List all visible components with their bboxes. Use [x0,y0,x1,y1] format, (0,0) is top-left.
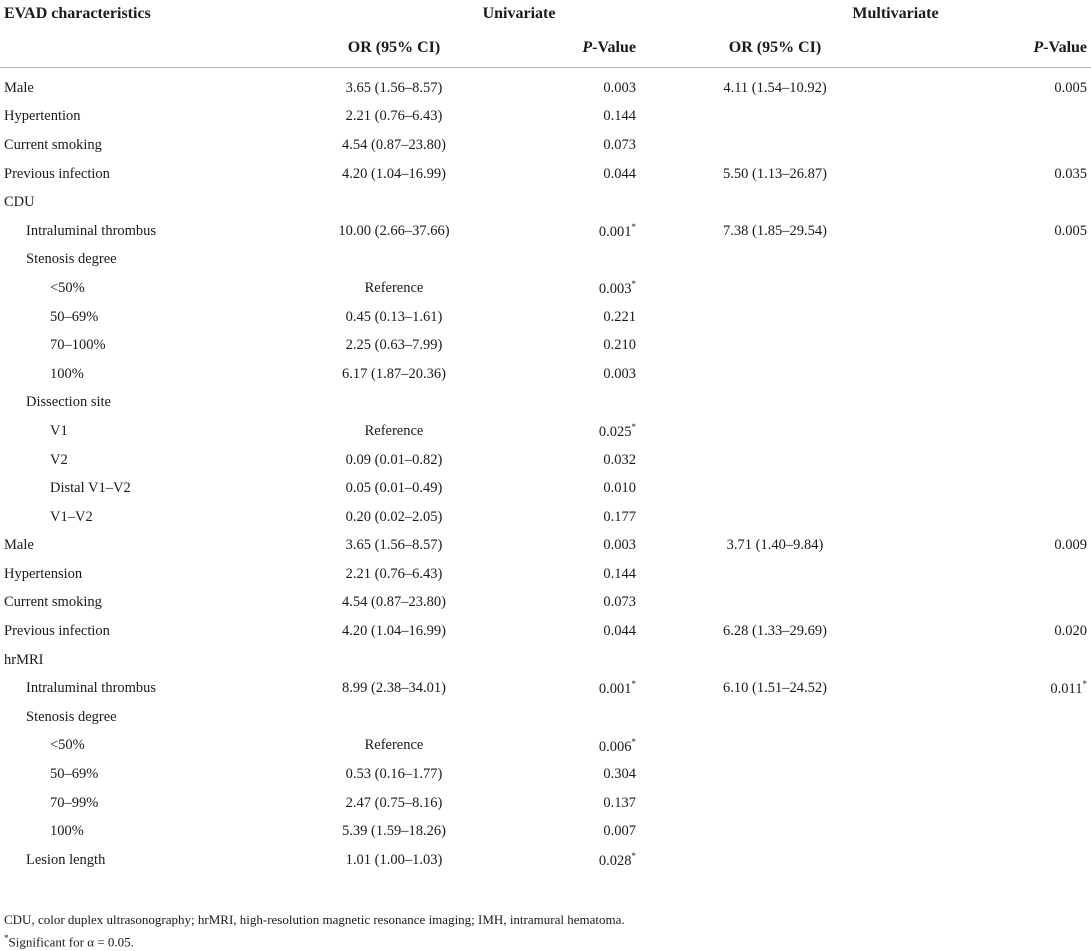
row-label: Male [4,537,34,554]
multivariate-or [640,732,910,761]
univariate-pvalue: 0.044 [603,623,636,640]
row-label: Male [4,79,34,96]
row-label: V1 [50,422,68,439]
univariate-or: 4.54 (0.87–23.80) [342,594,446,611]
significance-note [4,929,625,951]
univariate-or: 8.99 (2.38–34.01) [342,680,446,697]
multivariate-pvalue: 0.009 [1054,537,1088,554]
row-label: Current smoking [4,594,102,611]
header-p-rest: -Value [592,38,636,56]
multivariate-or [640,303,910,332]
univariate-pvalue: 0.003 [603,365,636,382]
multivariate-or [640,474,910,503]
header-p-italic: P [1033,38,1044,56]
univariate-pvalue: 0.144 [603,108,636,125]
univariate-or: 3.65 (1.56–8.57) [345,537,443,554]
row-label: Dissection site [26,394,111,411]
header-univariate: Univariate [482,5,556,22]
significance-asterisk: * [631,422,636,432]
row-label: V2 [50,451,68,468]
univariate-pvalue: 0.032 [603,451,636,468]
multivariate-or [640,417,910,446]
multivariate-pvalue [910,646,1091,675]
header-p-rest: -Value [1043,38,1088,56]
univariate-pvalue: 0.044 [603,165,636,182]
row-label: Hypertention [4,108,81,125]
multivariate-pvalue: 0.005 [1054,79,1088,96]
abbreviation-note: CDU, color duplex ultrasonography; hrMRI, high-resolution magnetic resonance imaging; IMH, intramural hematoma. [4,912,625,927]
row-label: Current smoking [4,136,102,153]
row-label: 70–99% [50,794,99,811]
univariate-pvalue: 0.001* [598,221,636,240]
univariate-or: 4.20 (1.04–16.99) [342,165,446,182]
multivariate-pvalue [910,446,1091,475]
table-row [0,188,1091,217]
table-row [0,131,1091,160]
univariate-pvalue: 0.028* [598,850,636,869]
row-label: hrMRI [4,651,44,668]
row-label: Previous infection [4,623,110,640]
multivariate-pvalue [910,703,1091,732]
significance-asterisk: * [631,850,636,861]
multivariate-or [640,389,910,418]
univariate-or [258,188,530,217]
univariate-pvalue: 0.073 [603,136,636,153]
multivariate-or [640,789,910,818]
table-row [0,560,1091,589]
header-blank [0,28,258,68]
row-label: Intraluminal thrombus [26,680,157,697]
header-multivariate: Multivariate [852,5,939,22]
header-p-italic: P [582,38,593,56]
table-row [0,503,1091,532]
multivariate-pvalue [910,360,1091,389]
multivariate-pvalue [910,589,1091,618]
table-row [0,160,1091,189]
multivariate-or [640,360,910,389]
univariate-pvalue: 0.006* [598,736,636,755]
row-label: 100% [50,823,84,840]
significance-asterisk: * [631,679,636,690]
multivariate-pvalue [910,503,1091,532]
multivariate-pvalue [910,274,1091,303]
table-row [0,617,1091,646]
multivariate-or [640,760,910,789]
row-label: Distal V1–V2 [50,480,131,497]
table-row [0,532,1091,561]
row-label: Stenosis degree [26,708,117,725]
table-row [0,103,1091,132]
table-row [0,732,1091,761]
multivariate-pvalue [910,131,1091,160]
univariate-pvalue [530,389,640,418]
univariate-pvalue: 0.007 [603,823,636,840]
multivariate-or [640,446,910,475]
multivariate-or [640,103,910,132]
multivariate-or [640,503,910,532]
multivariate-or [640,274,910,303]
table-row [0,846,1091,875]
multivariate-pvalue: 0.020 [1054,623,1088,640]
row-label: V1–V2 [50,508,93,525]
univariate-pvalue: 0.003* [598,279,636,297]
multivariate-pvalue: 0.005 [1054,222,1088,239]
univariate-or: 10.00 (2.66–37.66) [338,222,450,239]
multivariate-pvalue [910,389,1091,418]
univariate-or: 2.21 (0.76–6.43) [345,565,443,582]
univariate-or: 3.65 (1.56–8.57) [345,79,443,96]
univariate-or: 0.53 (0.16–1.77) [345,766,443,783]
univariate-or [258,389,530,418]
multivariate-or: 4.11 (1.54–10.92) [723,79,827,96]
row-label: 50–69% [50,308,99,325]
row-label: Previous infection [4,165,110,182]
multivariate-or [640,131,910,160]
row-label: Lesion length [26,851,106,868]
univariate-or: 1.01 (1.00–1.03) [345,851,443,868]
univariate-pvalue [530,188,640,217]
univariate-pvalue: 0.137 [603,794,636,811]
header-multi-or: OR (95% CI) [640,28,910,68]
multivariate-or [640,846,910,875]
univariate-pvalue: 0.221 [603,308,636,325]
multivariate-pvalue [910,760,1091,789]
table-row [0,789,1091,818]
significance-mark: * [4,933,9,943]
table-row [0,817,1091,846]
multivariate-pvalue [910,474,1091,503]
table-row [0,389,1091,418]
multivariate-or [640,703,910,732]
header-uni-pvalue [530,28,640,68]
multivariate-pvalue [910,103,1091,132]
univariate-or: 6.17 (1.87–20.36) [342,365,446,382]
multivariate-pvalue [910,789,1091,818]
multivariate-or [640,817,910,846]
row-label: 70–100% [50,337,106,354]
table-body [0,68,1091,875]
significance-text: Significant for α = 0.05. [8,934,134,950]
univariate-or: Reference [364,279,424,296]
multivariate-pvalue [910,331,1091,360]
univariate-or: 0.45 (0.13–1.61) [345,308,443,325]
multivariate-or: 7.38 (1.85–29.54) [723,222,827,239]
table-row [0,417,1091,446]
univariate-or: 4.54 (0.87–23.80) [342,136,446,153]
univariate-or [258,703,530,732]
header-uni-or: OR (95% CI) [258,28,530,68]
multivariate-or [640,560,910,589]
multivariate-pvalue [910,732,1091,761]
multivariate-pvalue [910,817,1091,846]
multivariate-or [640,188,910,217]
multivariate-pvalue [910,560,1091,589]
multivariate-pvalue [910,417,1091,446]
univariate-or: 0.09 (0.01–0.82) [345,451,443,468]
multivariate-or [640,589,910,618]
univariate-or: 0.20 (0.02–2.05) [345,508,443,525]
univariate-pvalue: 0.010 [603,480,636,497]
univariate-pvalue: 0.001* [598,679,636,698]
table-row [0,360,1091,389]
table-row [0,474,1091,503]
multivariate-or: 6.28 (1.33–29.69) [723,623,827,640]
univariate-or: Reference [364,422,424,439]
row-label: <50% [50,279,85,296]
table-footnotes [4,910,625,951]
header-characteristics: EVAD characteristics [4,5,151,22]
table-row [0,217,1091,246]
univariate-or [258,246,530,275]
univariate-pvalue: 0.003 [603,79,636,96]
univariate-pvalue: 0.210 [603,337,636,354]
multivariate-or [640,331,910,360]
table-row [0,274,1091,303]
row-label: <50% [50,737,85,754]
multivariate-or: 3.71 (1.40–9.84) [726,537,824,554]
table-row [0,246,1091,275]
table-header [0,0,1091,68]
table-row [0,674,1091,703]
univariate-pvalue: 0.177 [603,508,636,525]
significance-asterisk: * [631,736,636,747]
multivariate-or: 6.10 (1.51–24.52) [723,680,827,697]
univariate-or: Reference [364,737,424,754]
row-label: 100% [50,365,84,382]
univariate-or: 2.21 (0.76–6.43) [345,108,443,125]
significance-asterisk: * [631,221,636,232]
univariate-or: 2.47 (0.75–8.16) [345,794,443,811]
row-label: Intraluminal thrombus [26,222,157,239]
significance-asterisk: * [631,279,636,290]
header-multi-pvalue [910,28,1091,68]
table-row [0,446,1091,475]
multivariate-pvalue: 0.035 [1054,165,1088,182]
univariate-pvalue: 0.304 [603,766,636,783]
multivariate-pvalue: 0.011* [1050,679,1088,698]
univariate-pvalue: 0.144 [603,565,636,582]
row-label: 50–69% [50,766,99,783]
univariate-pvalue: 0.003 [603,537,636,554]
multivariate-pvalue [910,303,1091,332]
univariate-or: 4.20 (1.04–16.99) [342,623,446,640]
table-row [0,589,1091,618]
multivariate-or [640,646,910,675]
table-row [0,646,1091,675]
table-row [0,760,1091,789]
multivariate-pvalue [910,188,1091,217]
univariate-pvalue [530,246,640,275]
multivariate-pvalue [910,246,1091,275]
univariate-or: 0.05 (0.01–0.49) [345,480,443,497]
univariate-pvalue [530,646,640,675]
table-row [0,303,1091,332]
multivariate-pvalue [910,846,1091,875]
univariate-pvalue: 0.025* [598,422,636,440]
significance-asterisk: * [1082,679,1088,690]
row-label: Hypertension [4,565,83,582]
univariate-or [258,646,530,675]
multivariate-or: 5.50 (1.13–26.87) [723,165,827,182]
multivariate-or [640,246,910,275]
table-row [0,68,1091,103]
univariate-or: 2.25 (0.63–7.99) [345,337,443,354]
univariate-pvalue: 0.073 [603,594,636,611]
row-label: CDU [4,194,35,211]
univariate-pvalue [530,703,640,732]
table-row [0,331,1091,360]
row-label: Stenosis degree [26,251,117,268]
table-row [0,703,1091,732]
univariate-or: 5.39 (1.59–18.26) [342,823,446,840]
